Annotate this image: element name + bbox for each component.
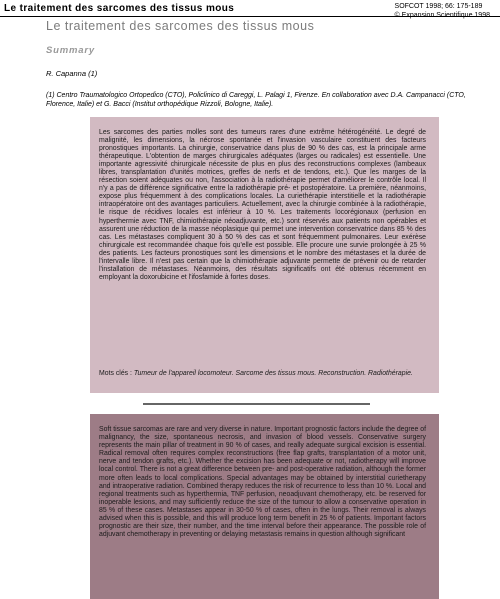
section-label: Summary — [46, 45, 95, 56]
abstract-english-box — [90, 414, 439, 599]
article-title: Le traitement des sarcomes des tissus mous — [46, 19, 315, 33]
keywords-label: Mots clés : — [99, 370, 132, 377]
author-line: R. Capanna (1) — [46, 69, 98, 78]
section-divider — [143, 403, 370, 405]
keywords-line — [99, 369, 426, 378]
header-rule — [0, 16, 500, 17]
keywords-list: Tumeur de l'appareil locomoteur. Sarcome des tissus mous. Reconstruction. Radiothérapie. — [133, 370, 413, 377]
abstract-french-text: Les sarcomes des parties molles sont des tumeurs rares d'une extrême hétérogénéité. Le degré de malignité, les dimensions, la nécrose spontanée et l'invasion vasculaire constituent des facteurs pronostiques importants. La chirurgie, conservatrice dans plus de 90 % des cas, est la principale arme thérapeutique. L'obtention de marges chirurgicales adéquates (larges ou radicales) est essentielle. Une importante agressivité chirurgicale nécessite de plus en plus des reconstructions complexes (lambeaux libres, transplantation d'unités motrices, greffes de nerfs et de tendons, etc.). Que les marges de la résection soient adéquates ou non, l'association à la radiothérapie permet d'améliorer le contrôle local. Il n'y a pas de différence significative entre la radiothérapie pré- et postopératoire. La première, néanmoins, expose plus fréquemment à des complications locales. La curiethérapie interstitielle et la radiothérapie intraopératoire ont des avantages particuliers. Actuellement, avec la chirurgie combinée à la radiothérapie, le risque de récidives locales est inférieur à 10 %. Les traitements locorégionaux (perfusion en hyperthermie avec TNF, chimiothérapie néoadjuvante, etc.) sont réservés aux patients non opérables et assurent une réduction de la masse néoplasique qui permet une intervention conservatrice dans 85 % des cas. Les métastases compliquent 30 à 50 % des cas et sont fréquemment pulmonaires. Leur exérèse chirurgicale est recommandée chaque fois qu'elle est possible. Elle procure une survie prolongée à 25 % des patients. Les facteurs pronostiques sont les dimensions et le nombre des métastases et la durée de l'intervalle libre. Il n'est pas certain que la chimiothérapie adjuvante permette de prévenir ou de retarder l'installation de métastases. Néanmoins, des résultats significatifs ont été obtenus récemment en employant la doxorubicine et l'ifosfamide à fortes doses. — [99, 129, 426, 281]
journal-citation-block — [395, 2, 490, 20]
running-title: Le traitement des sarcomes des tissus mous — [4, 3, 235, 14]
abstract-french-box — [90, 117, 439, 393]
affiliation: (1) Centro Traumatologico Ortopedico (CTO), Policlinico di Careggi, L. Palagi 1, Firenze. En collaboration avec D.A. Campanacci (CTO, Florence, Italie) et G. Bacci (Institut orthopédique Rizzoli, Bologne, Italie). — [46, 92, 466, 108]
abstract-english-text: Soft tissue sarcomas are rare and very diverse in nature. Important prognostic factors include the degree of malignancy, the size, spontaneous necrosis, and invasion of blood vessels. Conservative surgery represents the main pillar of treatment in 90 % of cases, and really adequate surgical excision is essential. Radical removal often requires complex reconstructions (free flap grafts, transplantation of a motor unit, nerve and tendon grafts, etc.). Whether the excision has been adequate or not, radiotherapy will improve local control. There is not a great difference between pre- and post-operative radiation, although the former more often leads to local complications. Special advantages may be obtained by interstitial curietherapy and intraoperative radiation. Combined therapy reduces the risk of recurrence to less than 10 %. Local and regional treatments such as hyperthermia, TNF perfusion, neoadjuvant chemotherapy, etc. be reserved for inoperable lesions, and may sufficiently reduce the size of the tumour to allow a conservative operation in 85 % of these cases. Metastases appear in 30-50 % of cases, often in the lungs. Their removal is always advised when this is possible, and this will produce long term benefit in 25 % of patients. Important factors prognostic are their size, their number, and the time interval before their appearance. The possible role of adjuvant chemotherapy in preventing or delaying metastasis remains in question although significant — [99, 426, 426, 539]
journal-citation: SOFCOT 1998; 66: 175-189 — [394, 3, 483, 10]
